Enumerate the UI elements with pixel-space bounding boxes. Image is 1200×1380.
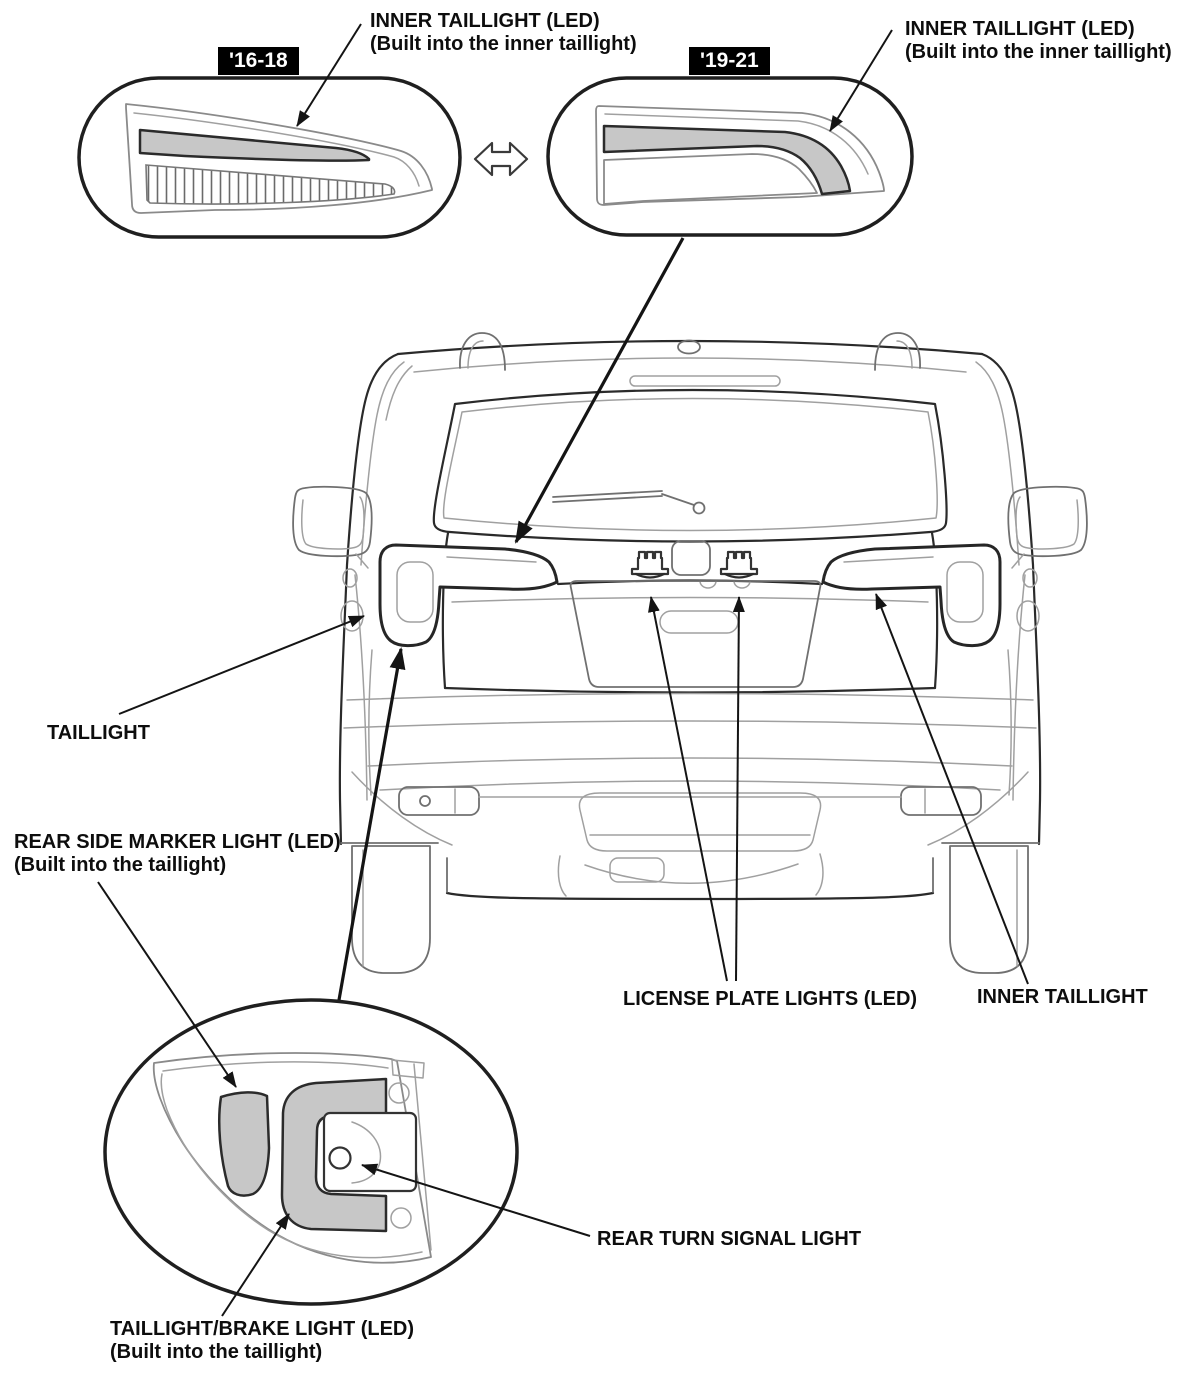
- label-line: (Built into the inner taillight): [370, 33, 637, 55]
- label-inner-taillight: INNER TAILLIGHT: [977, 986, 1148, 1008]
- callout-oval-16-18: [79, 78, 460, 237]
- car-rear-view: [293, 333, 1087, 973]
- left-reflector: [399, 787, 479, 815]
- leader-detail-to-taillight: [339, 649, 401, 1000]
- label-rear-turn-signal: REAR TURN SIGNAL LIGHT: [597, 1228, 862, 1250]
- label-taillight: TAILLIGHT: [47, 722, 150, 744]
- right-taillight: [823, 545, 1000, 646]
- leader-inner-taillight-car: [876, 594, 1028, 984]
- turn-signal-bulb: [330, 1148, 351, 1169]
- license-plate-light-right: [721, 552, 757, 578]
- label-line: (Built into the taillight): [110, 1341, 323, 1363]
- label-line: TAILLIGHT/BRAKE LIGHT (LED): [110, 1318, 415, 1340]
- year-badge-19-21: '19-21: [689, 47, 770, 75]
- license-plate-light-left: [632, 552, 668, 578]
- detail-oval-taillight: [105, 1000, 517, 1304]
- label-inner-taillight-top-left: [370, 10, 637, 56]
- label-inner-taillight-top-right: [905, 18, 1172, 64]
- rear-side-marker-lens: [219, 1092, 269, 1195]
- leader-taillight: [119, 616, 364, 714]
- right-reflector: [901, 787, 981, 815]
- callout-oval-19-21: [548, 78, 912, 235]
- left-taillight: [380, 545, 557, 646]
- label-line: REAR SIDE MARKER LIGHT (LED): [14, 831, 341, 853]
- year-badge-16-18: '16-18: [218, 47, 299, 75]
- swap-arrow-icon: [475, 143, 527, 175]
- label-taillight-brake: [110, 1318, 414, 1364]
- emblem: [672, 541, 710, 575]
- label-line: INNER TAILLIGHT (LED): [370, 10, 600, 32]
- label-line: (Built into the inner taillight): [905, 41, 1172, 63]
- label-rear-side-marker: [14, 831, 341, 877]
- label-line: (Built into the taillight): [14, 854, 227, 876]
- leader-license-light-left: [651, 597, 727, 981]
- label-license-plate-lights: LICENSE PLATE LIGHTS (LED): [623, 988, 918, 1010]
- leader-license-light-right: [736, 597, 739, 981]
- label-line: INNER TAILLIGHT (LED): [905, 18, 1135, 40]
